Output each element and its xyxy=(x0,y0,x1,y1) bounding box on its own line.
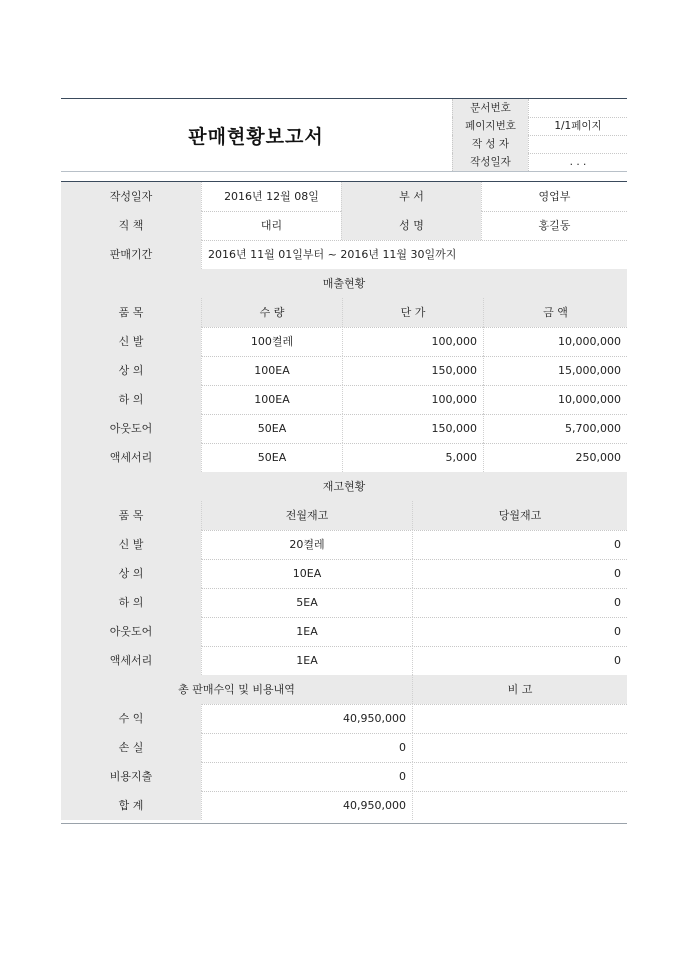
summary-header: 총 판매수익 및 비용내역 xyxy=(61,675,412,704)
date-value[interactable]: 2016년 12월 08일 xyxy=(201,182,341,211)
inventory-item: 아웃도어 xyxy=(61,617,201,646)
inventory-item: 신 발 xyxy=(61,530,201,559)
document-meta-box xyxy=(452,99,627,171)
inventory-section-title: 재고현황 xyxy=(61,472,627,501)
summary-label: 비용지출 xyxy=(61,762,201,791)
sales-amount[interactable]: 10,000,000 xyxy=(483,385,627,414)
sales-qty[interactable]: 50EA xyxy=(201,414,342,443)
inventory-curr[interactable]: 0 xyxy=(412,646,627,675)
meta-row-doc-number xyxy=(452,99,627,118)
sales-price[interactable]: 5,000 xyxy=(342,443,483,472)
meta-row-author xyxy=(452,135,627,154)
summary-total-row xyxy=(61,791,627,820)
period-label: 판매기간 xyxy=(61,240,201,269)
name-value[interactable]: 홍길동 xyxy=(481,211,627,240)
inventory-curr[interactable]: 0 xyxy=(412,588,627,617)
sales-amount[interactable]: 5,700,000 xyxy=(483,414,627,443)
sales-amount[interactable]: 15,000,000 xyxy=(483,356,627,385)
summary-note[interactable] xyxy=(412,762,627,791)
inventory-prev[interactable]: 1EA xyxy=(201,646,412,675)
name-label: 성 명 xyxy=(341,211,481,240)
meta-value[interactable]: . . . xyxy=(528,153,627,171)
sales-item: 아웃도어 xyxy=(61,414,201,443)
inventory-item: 액세서리 xyxy=(61,646,201,675)
sales-row xyxy=(61,356,627,386)
col-header-prev-stock: 전월재고 xyxy=(201,501,412,530)
inventory-section-header xyxy=(61,472,627,502)
sales-qty[interactable]: 100EA xyxy=(201,385,342,414)
sales-qty[interactable]: 50EA xyxy=(201,443,342,472)
inventory-row xyxy=(61,617,627,647)
inventory-prev[interactable]: 1EA xyxy=(201,617,412,646)
summary-note[interactable] xyxy=(412,704,627,733)
inventory-curr[interactable]: 0 xyxy=(412,617,627,646)
summary-row xyxy=(61,704,627,734)
sales-price[interactable]: 150,000 xyxy=(342,414,483,443)
summary-header-row xyxy=(61,675,627,705)
col-header-curr-stock: 당월재고 xyxy=(412,501,627,530)
summary-value[interactable]: 0 xyxy=(201,762,412,791)
report-header xyxy=(61,98,627,172)
summary-note[interactable] xyxy=(412,733,627,762)
summary-value[interactable]: 40,950,000 xyxy=(201,704,412,733)
sales-item: 상 의 xyxy=(61,356,201,385)
sales-item: 하 의 xyxy=(61,385,201,414)
position-label: 직 책 xyxy=(61,211,201,240)
inventory-prev[interactable]: 10EA xyxy=(201,559,412,588)
info-row-position-name xyxy=(61,211,627,241)
sales-qty[interactable]: 100켤레 xyxy=(201,327,342,356)
col-header-price: 단 가 xyxy=(342,298,483,327)
meta-label: 페이지번호 xyxy=(452,117,528,135)
summary-row xyxy=(61,733,627,763)
meta-row-date xyxy=(452,153,627,171)
summary-value[interactable]: 0 xyxy=(201,733,412,762)
sales-row xyxy=(61,414,627,444)
inventory-column-headers xyxy=(61,501,627,531)
sales-row xyxy=(61,385,627,415)
period-value[interactable]: 2016년 11월 01일부터 ~ 2016년 11월 30일까지 xyxy=(201,240,627,269)
sales-section-title: 매출현황 xyxy=(61,269,627,298)
sales-price[interactable]: 150,000 xyxy=(342,356,483,385)
sales-amount[interactable]: 10,000,000 xyxy=(483,327,627,356)
date-label: 작성일자 xyxy=(61,182,201,211)
sales-qty[interactable]: 100EA xyxy=(201,356,342,385)
position-value[interactable]: 대리 xyxy=(201,211,341,240)
sales-row xyxy=(61,443,627,473)
sales-price[interactable]: 100,000 xyxy=(342,385,483,414)
sales-price[interactable]: 100,000 xyxy=(342,327,483,356)
col-header-amount: 금 액 xyxy=(483,298,627,327)
inventory-item: 하 의 xyxy=(61,588,201,617)
inventory-row xyxy=(61,646,627,676)
inventory-curr[interactable]: 0 xyxy=(412,530,627,559)
inventory-prev[interactable]: 20켤레 xyxy=(201,530,412,559)
sales-item: 신 발 xyxy=(61,327,201,356)
document-title: 판매현황보고서 xyxy=(188,125,324,148)
summary-value[interactable]: 40,950,000 xyxy=(201,791,412,820)
meta-label: 작성일자 xyxy=(452,153,528,171)
inventory-row xyxy=(61,588,627,618)
sales-column-headers xyxy=(61,298,627,328)
summary-label: 수 익 xyxy=(61,704,201,733)
meta-label: 작 성 자 xyxy=(452,135,528,153)
dept-value[interactable]: 영업부 xyxy=(481,182,627,211)
inventory-row xyxy=(61,530,627,560)
summary-row xyxy=(61,762,627,792)
inventory-row xyxy=(61,559,627,589)
info-row-period xyxy=(61,240,627,270)
meta-value[interactable]: 1/1페이지 xyxy=(528,117,627,135)
inventory-item: 상 의 xyxy=(61,559,201,588)
sales-section-header xyxy=(61,269,627,299)
meta-row-page-number xyxy=(452,117,627,136)
inventory-curr[interactable]: 0 xyxy=(412,559,627,588)
summary-label: 손 실 xyxy=(61,733,201,762)
sales-row xyxy=(61,327,627,357)
summary-note[interactable] xyxy=(412,791,627,820)
col-header-item: 품 목 xyxy=(61,501,201,530)
meta-value[interactable] xyxy=(528,135,627,153)
col-header-item: 품 목 xyxy=(61,298,201,327)
remarks-header: 비 고 xyxy=(412,675,627,704)
meta-value[interactable] xyxy=(528,99,627,117)
sales-item: 액세서리 xyxy=(61,443,201,472)
sales-amount[interactable]: 250,000 xyxy=(483,443,627,472)
col-header-qty: 수 량 xyxy=(201,298,342,327)
info-row-date-dept xyxy=(61,182,627,212)
meta-label: 문서번호 xyxy=(452,99,528,117)
inventory-prev[interactable]: 5EA xyxy=(201,588,412,617)
report-form xyxy=(61,181,627,824)
summary-label: 합 계 xyxy=(61,791,201,820)
dept-label: 부 서 xyxy=(341,182,481,211)
